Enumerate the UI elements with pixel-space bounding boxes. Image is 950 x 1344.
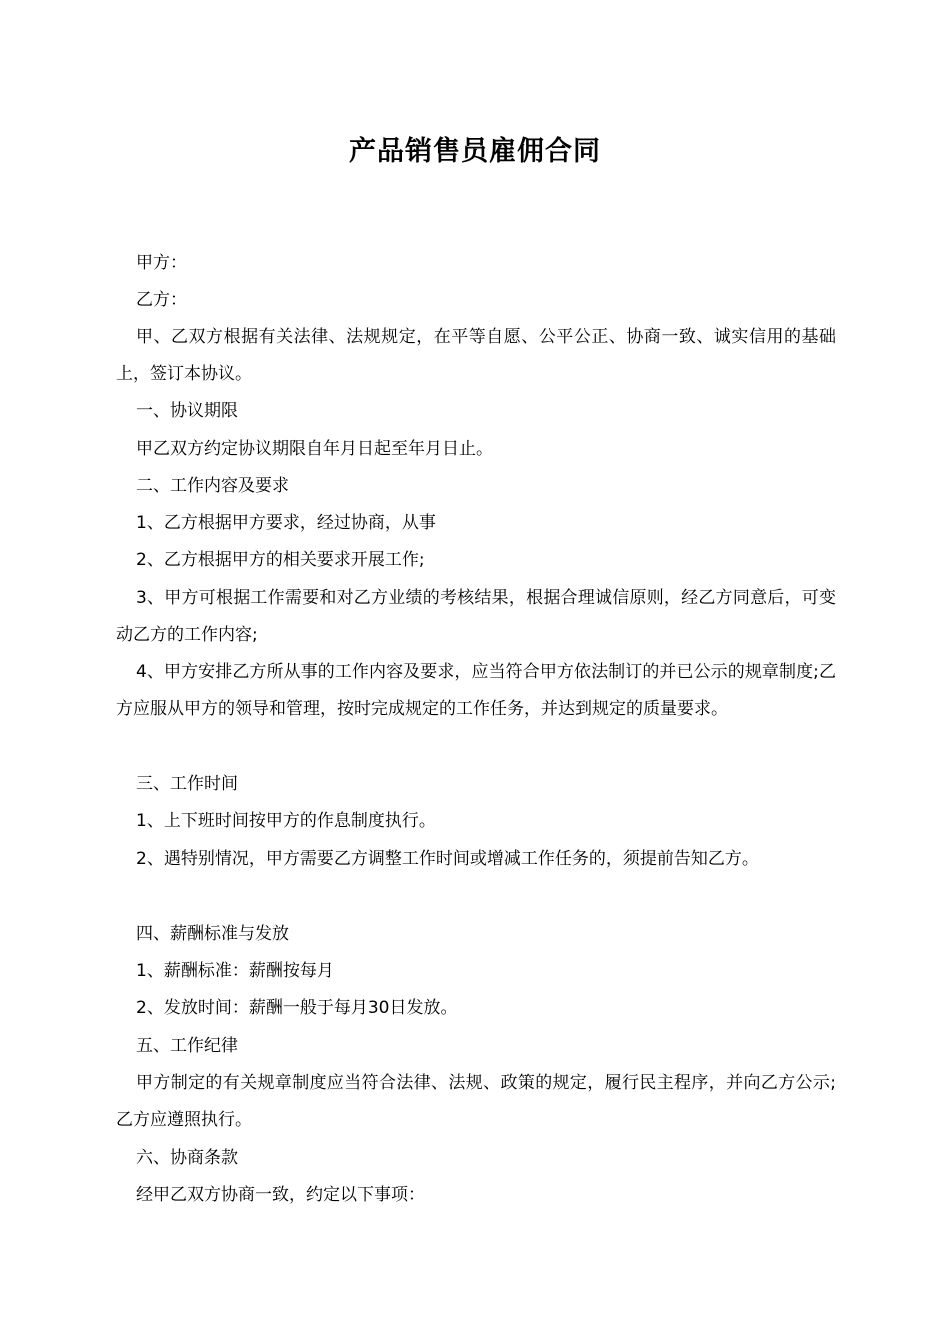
clause-item: 3、甲方可根据工作需要和对乙方业绩的考核结果，根据合理诚信原则，经乙方同意后，可变动乙方的工作内容; xyxy=(116,588,836,645)
discipline-paragraph: 甲方制定的有关规章制度应当符合法律、法规、政策的规定，履行民主程序，并向乙方公示;乙方应遵照执行。 xyxy=(116,1073,836,1130)
section-heading-work-content: 二、工作内容及要求 xyxy=(136,476,289,496)
preamble-paragraph: 甲、乙双方根据有关法律、法规规定，在平等自愿、公平公正、协商一致、诚实信用的基础上，签订本协议。 xyxy=(116,327,836,384)
document-title: 产品销售员雇佣合同 xyxy=(349,136,601,167)
clause-item: 1、薪酬标准：薪酬按每月 xyxy=(136,961,334,981)
party-a-label: 甲方： xyxy=(136,253,187,273)
clause-item: 2、发放时间：薪酬一般于每月30日发放。 xyxy=(136,998,458,1018)
section-heading-term: 一、协议期限 xyxy=(136,401,238,421)
clause-item: 1、上下班时间按甲方的作息制度执行。 xyxy=(136,811,436,831)
party-b-label: 乙方： xyxy=(136,290,187,310)
clause-item: 4、甲方安排乙方所从事的工作内容及要求，应当符合甲方依法制订的并已公示的规章制度;乙方应服从甲方的领导和管理，按时完成规定的工作任务，并达到规定的质量要求。 xyxy=(116,662,836,719)
clause-item: 2、乙方根据甲方的相关要求开展工作; xyxy=(136,550,425,570)
section-heading-negotiation: 六、协商条款 xyxy=(136,1148,238,1168)
section-heading-salary: 四、薪酬标准与发放 xyxy=(136,924,289,944)
negotiation-paragraph: 经甲乙双方协商一致，约定以下事项： xyxy=(136,1185,425,1205)
clause-item: 2、遇特别情况，甲方需要乙方调整工作时间或增减工作任务的，须提前告知乙方。 xyxy=(136,849,759,869)
term-paragraph: 甲乙双方约定协议期限自年月日起至年月日止。 xyxy=(136,439,493,459)
section-heading-discipline: 五、工作纪律 xyxy=(136,1036,238,1056)
section-heading-work-hours: 三、工作时间 xyxy=(136,774,238,794)
clause-item: 1、乙方根据甲方要求，经过协商，从事 xyxy=(136,513,436,533)
